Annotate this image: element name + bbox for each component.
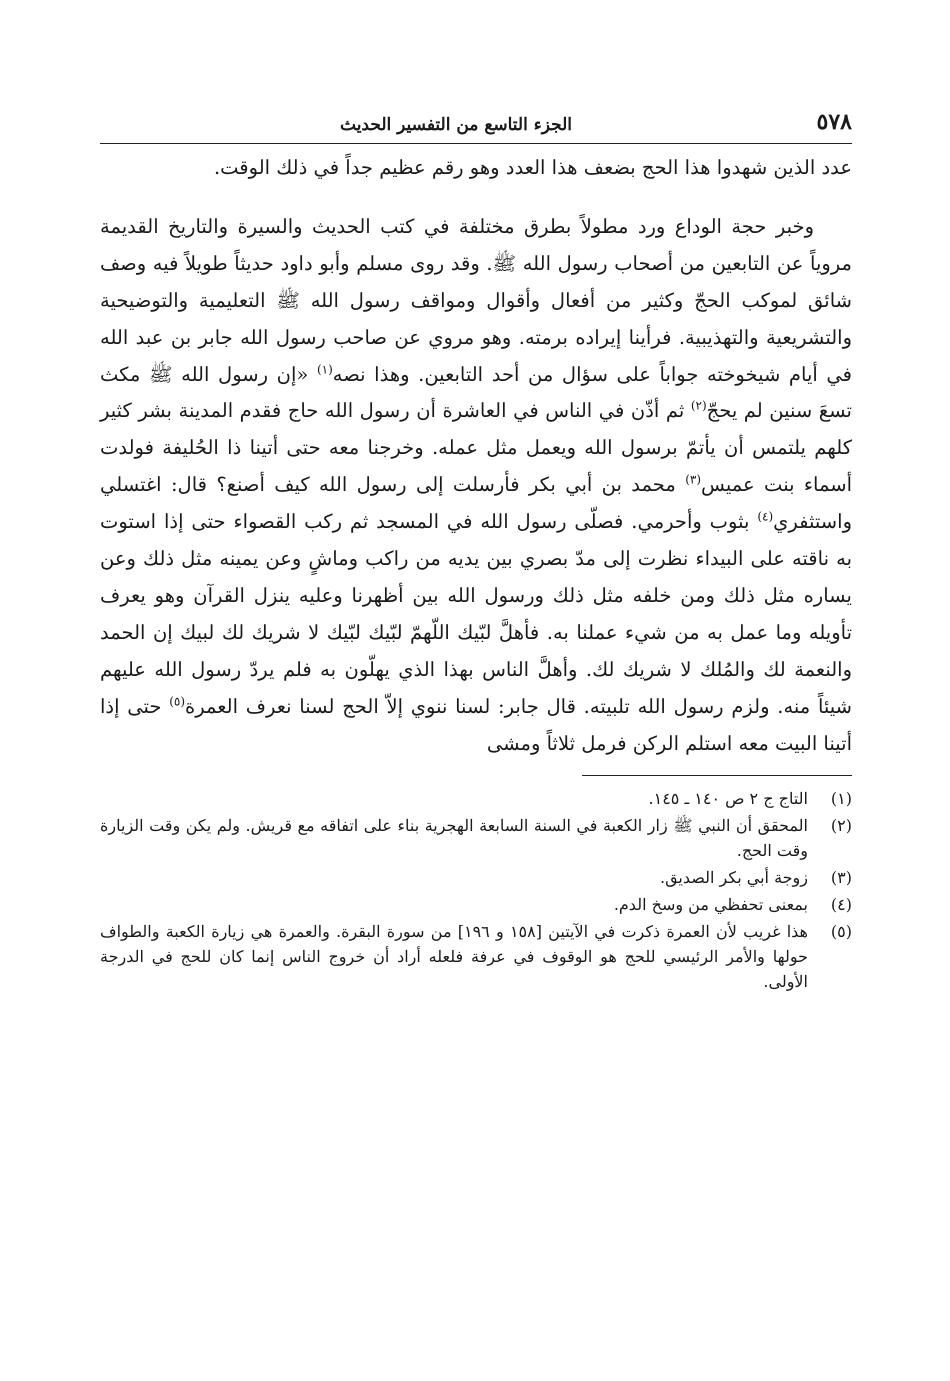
footnote-ref-1[interactable]: (١) [316, 362, 333, 377]
book-page [100, 96, 852, 996]
footnote-number: (٢) [830, 815, 852, 835]
paragraph-hajj-narration [100, 209, 852, 763]
page-number: ٥٧٨ [816, 109, 852, 135]
footnote-text: المحقق أن النبي ﷺ زار الكعبة في السنة السابعة الهجرية بناء على اتفاقه مع قريش. ولم يكن وقت الزيارة وقت الحج. [100, 815, 808, 860]
text-segment: وخبر حجة الوداع ورد مطولاً بطرق مختلفة في كتب الحديث والسيرة والتاريخ القديمة مروياً عن التابعين من أصحاب رسول الله ﷺ. وقد روى مسلم وأبو داود حديثاً طويلاً فيه وصف شائق لموكب الحجّ وكثير من أفعال وأقوال ومواقف رسول الله ﷺ التعليمية والتوضيحية والتشريعية والتهذيبية. فرأينا إيراده برمته. وهو مروي عن صاحب رسول الله جابر بن عبد الله في أيام شيخوخته جواباً على سؤال من أحد التابعين. وهذا نصه [100, 214, 852, 386]
text-segment: محمد بن أبي بكر فأرسلت إلى رسول الله كيف أصنع؟ قال: اغتسلي واستثفري [100, 473, 852, 534]
footnote-number: (٤) [830, 894, 852, 914]
footnote-ref-2[interactable]: (٢) [690, 398, 707, 413]
footnote-number: (٥) [830, 921, 852, 941]
footnote-5 [100, 919, 852, 994]
footnote-text: هذا غريب لأن العمرة ذكرت في الآيتين [١٥٨ و ١٩٦] من سورة البقرة. والعمرة هي زيارة الكعبة والطواف حولها والأمر الرئيسي للحج هو الوقوف في عرفة فلعله أراد أن خروج الناس إنما كان للحج في الدرجة الأولى. [100, 921, 808, 991]
paragraph-continuation: عدد الذين شهدوا هذا الحج بضعف هذا العدد وهو رقم عظيم جداً في ذلك الوقت. [213, 156, 852, 179]
footnote-ref-3[interactable]: (٣) [685, 472, 702, 487]
footnote-1 [100, 786, 852, 811]
footnote-text: زوجة أبي بكر الصديق. [659, 867, 808, 887]
footnote-number: (٣) [830, 867, 852, 887]
text-segment: بثوب وأحرمي. فصلّى رسول الله في المسجد ثم ركب القصواء حتى إذا استوت به ناقته على البيداء نظرت إلى مدّ بصري بين يديه من راكب وماشٍ وعن يمينه مثل ذلك وعن يساره مثل ذلك ومن خلفه مثل ذلك ورسول الله بين أظهرنا وعليه ينزل القرآن وهو يعرف تأويله وما عمل به من شيء عملنا به. فأهلَّ لبّيك اللّهمّ لبّيك لبّيك لا شريك لك لبيك إن الحمد والنعمة لك والمُلك لا شريك لك. وأهلَّ الناس بهذا الذي يهلّون به فلم يردّ رسول الله عليهم شيئاً منه. ولزم رسول الله تلبيته. قال جابر: لسنا ننوي إلاّ الحج لسنا نعرف العمرة [100, 510, 853, 718]
footnote-number: (١) [830, 788, 852, 808]
footnotes [100, 786, 852, 994]
footnote-ref-5[interactable]: (٥) [169, 694, 186, 709]
main-text [100, 150, 852, 763]
footnote-text: التاج ج ٢ ص ١٤٠ ـ ١٤٥. [648, 788, 808, 808]
footnote-text: بمعنى تحفظي من وسخ الدم. [613, 894, 808, 914]
footnote-2 [100, 813, 852, 863]
running-title: الجزء التاسع من التفسير الحديث [340, 115, 573, 135]
text-segment: ثم أذّن في الناس في العاشرة أن رسول الله حاج فقدم المدينة بشر كثير كلهم يلتمس أن يأتمّ برسول الله ويعمل مثل عمله. وخرجنا معه حتى أتينا ذا الحُليفة فولدت أسماء بنت عميس [100, 399, 852, 497]
footnote-4 [100, 892, 852, 917]
text-segment: حتى إذا أتينا البيت معه استلم الركن فرمل ثلاثاً ومشى [100, 694, 852, 755]
page-header [100, 96, 852, 144]
text-segment: «إن رسول الله ﷺ مكث تسعَ سنين لم يحجّ [100, 362, 852, 423]
footnote-3 [100, 865, 852, 890]
footnote-divider [582, 775, 852, 776]
footnote-ref-4[interactable]: (٤) [757, 509, 774, 524]
